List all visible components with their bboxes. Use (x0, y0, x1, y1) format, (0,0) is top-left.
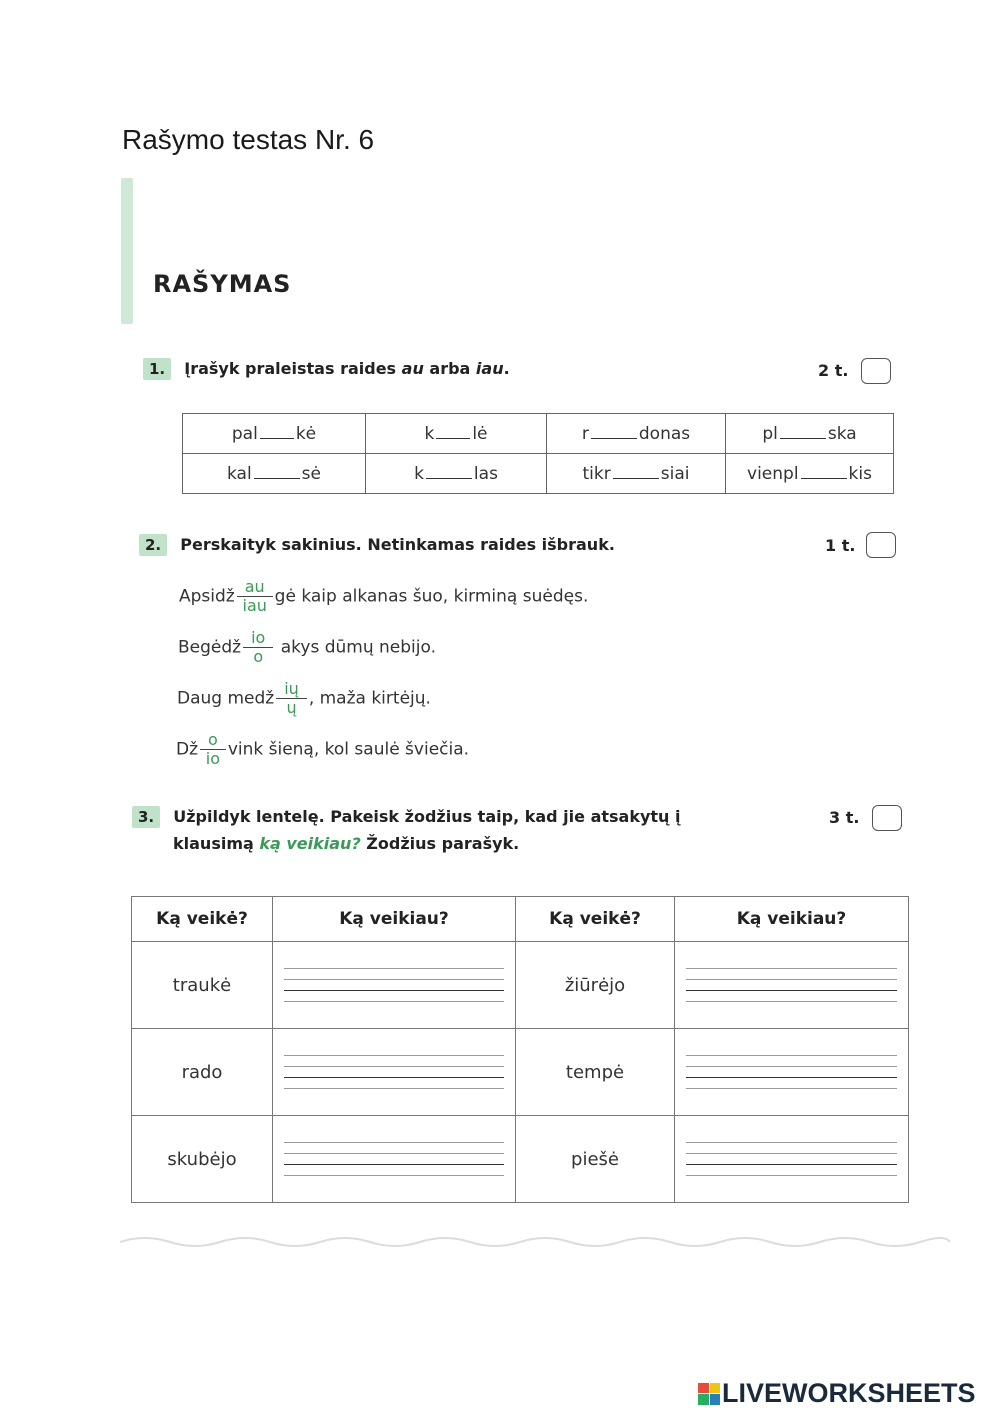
q2-number: 2. (139, 534, 167, 556)
table-header-row (132, 897, 909, 942)
q1-points: 2 t. (818, 361, 849, 380)
table-row (132, 942, 909, 1029)
logo-text: LIVEWORKSHEETS (722, 1378, 976, 1408)
q1-cell: kal sė (183, 454, 366, 494)
q1-table (182, 413, 894, 494)
q3-instruction-line1: Užpildyk lentelę. Pakeisk žodžius taip, kad jie atsakytų į (173, 807, 681, 826)
q1-instruction: Įrašyk praleistas raides au arba iau. (184, 359, 510, 378)
blank-input[interactable] (591, 424, 637, 439)
table-row (132, 1116, 909, 1203)
q1-cell: pl ska (726, 414, 894, 454)
q3-word: skubėjo (132, 1116, 273, 1203)
answer-lines[interactable] (273, 1029, 516, 1116)
q2-sentence: Begėdž $\frac{io}{o}$ akys dūmų nebijo. (178, 628, 436, 666)
q2-sentence: Apsidž $\frac{au}{\text{iau}}$ gė kaip alkanas šuo, kirminą suėdęs. (179, 577, 589, 615)
blank-input[interactable] (780, 424, 826, 439)
q1-cell: tikr siai (547, 454, 726, 494)
q1-cell: pal kė (183, 414, 366, 454)
choice-fraction[interactable]: $\frac{ių}{ų}$ (276, 680, 307, 717)
q2-instruction: Perskaityk sakinius. Netinkamas raides išbrauk. (180, 535, 615, 554)
blank-input[interactable] (801, 464, 847, 479)
answer-lines[interactable] (675, 1029, 909, 1116)
liveworksheets-logo (698, 1378, 976, 1409)
q2-score-box[interactable] (866, 532, 896, 558)
q3-word: rado (132, 1029, 273, 1116)
blank-input[interactable] (613, 464, 659, 479)
answer-lines[interactable] (273, 942, 516, 1029)
q2-header (139, 534, 615, 556)
q3-number: 3. (132, 806, 160, 828)
table-row (132, 1029, 909, 1116)
blank-input[interactable] (260, 424, 294, 439)
q3-table (131, 896, 909, 1203)
q2-sentence: Daug medž $\frac{ių}{ų}$ , maža kirtėjų. (177, 679, 431, 717)
q3-points: 3 t. (829, 808, 860, 827)
col-header: Ką veikė? (516, 897, 675, 942)
q1-header (143, 358, 510, 380)
blank-input[interactable] (426, 464, 472, 479)
answer-lines[interactable] (273, 1116, 516, 1203)
q2-sentence: Dž $\frac{o}{io}$ vink šieną, kol saulė šviečia. (176, 730, 470, 768)
col-header: Ką veikiau? (675, 897, 909, 942)
choice-fraction[interactable]: $\frac{io}{o}$ (243, 629, 273, 666)
q1-number: 1. (143, 358, 171, 380)
q3-score-box[interactable] (872, 805, 902, 831)
q1-cell: k lė (366, 414, 547, 454)
q3-word: tempė (516, 1029, 675, 1116)
q3-word: traukė (132, 942, 273, 1029)
choice-fraction[interactable]: $\frac{au}{\text{iau}}$ (237, 578, 273, 615)
q1-cell: r donas (547, 414, 726, 454)
table-row (183, 454, 894, 494)
section-title: RAŠYMAS (153, 270, 292, 298)
logo-grid-icon (698, 1383, 720, 1405)
q2-points: 1 t. (825, 536, 856, 555)
q3-header (132, 806, 752, 853)
q3-instruction-line2: klausimą ką veikiau? Žodžius parašyk. (173, 834, 520, 853)
q1-score-box[interactable] (861, 358, 891, 384)
q1-cell: vienpl kis (726, 454, 894, 494)
col-header: Ką veikiau? (273, 897, 516, 942)
q1-cell: k las (366, 454, 547, 494)
page-title: Rašymo testas Nr. 6 (122, 124, 375, 155)
answer-lines[interactable] (675, 942, 909, 1029)
decorative-wave (120, 1232, 950, 1252)
q3-word: žiūrėjo (516, 942, 675, 1029)
blank-input[interactable] (254, 464, 300, 479)
section-accent-bar (121, 178, 133, 324)
blank-input[interactable] (436, 424, 470, 439)
col-header: Ką veikė? (132, 897, 273, 942)
q3-word: piešė (516, 1116, 675, 1203)
answer-lines[interactable] (675, 1116, 909, 1203)
table-row (183, 414, 894, 454)
choice-fraction[interactable]: $\frac{o}{io}$ (200, 731, 226, 768)
